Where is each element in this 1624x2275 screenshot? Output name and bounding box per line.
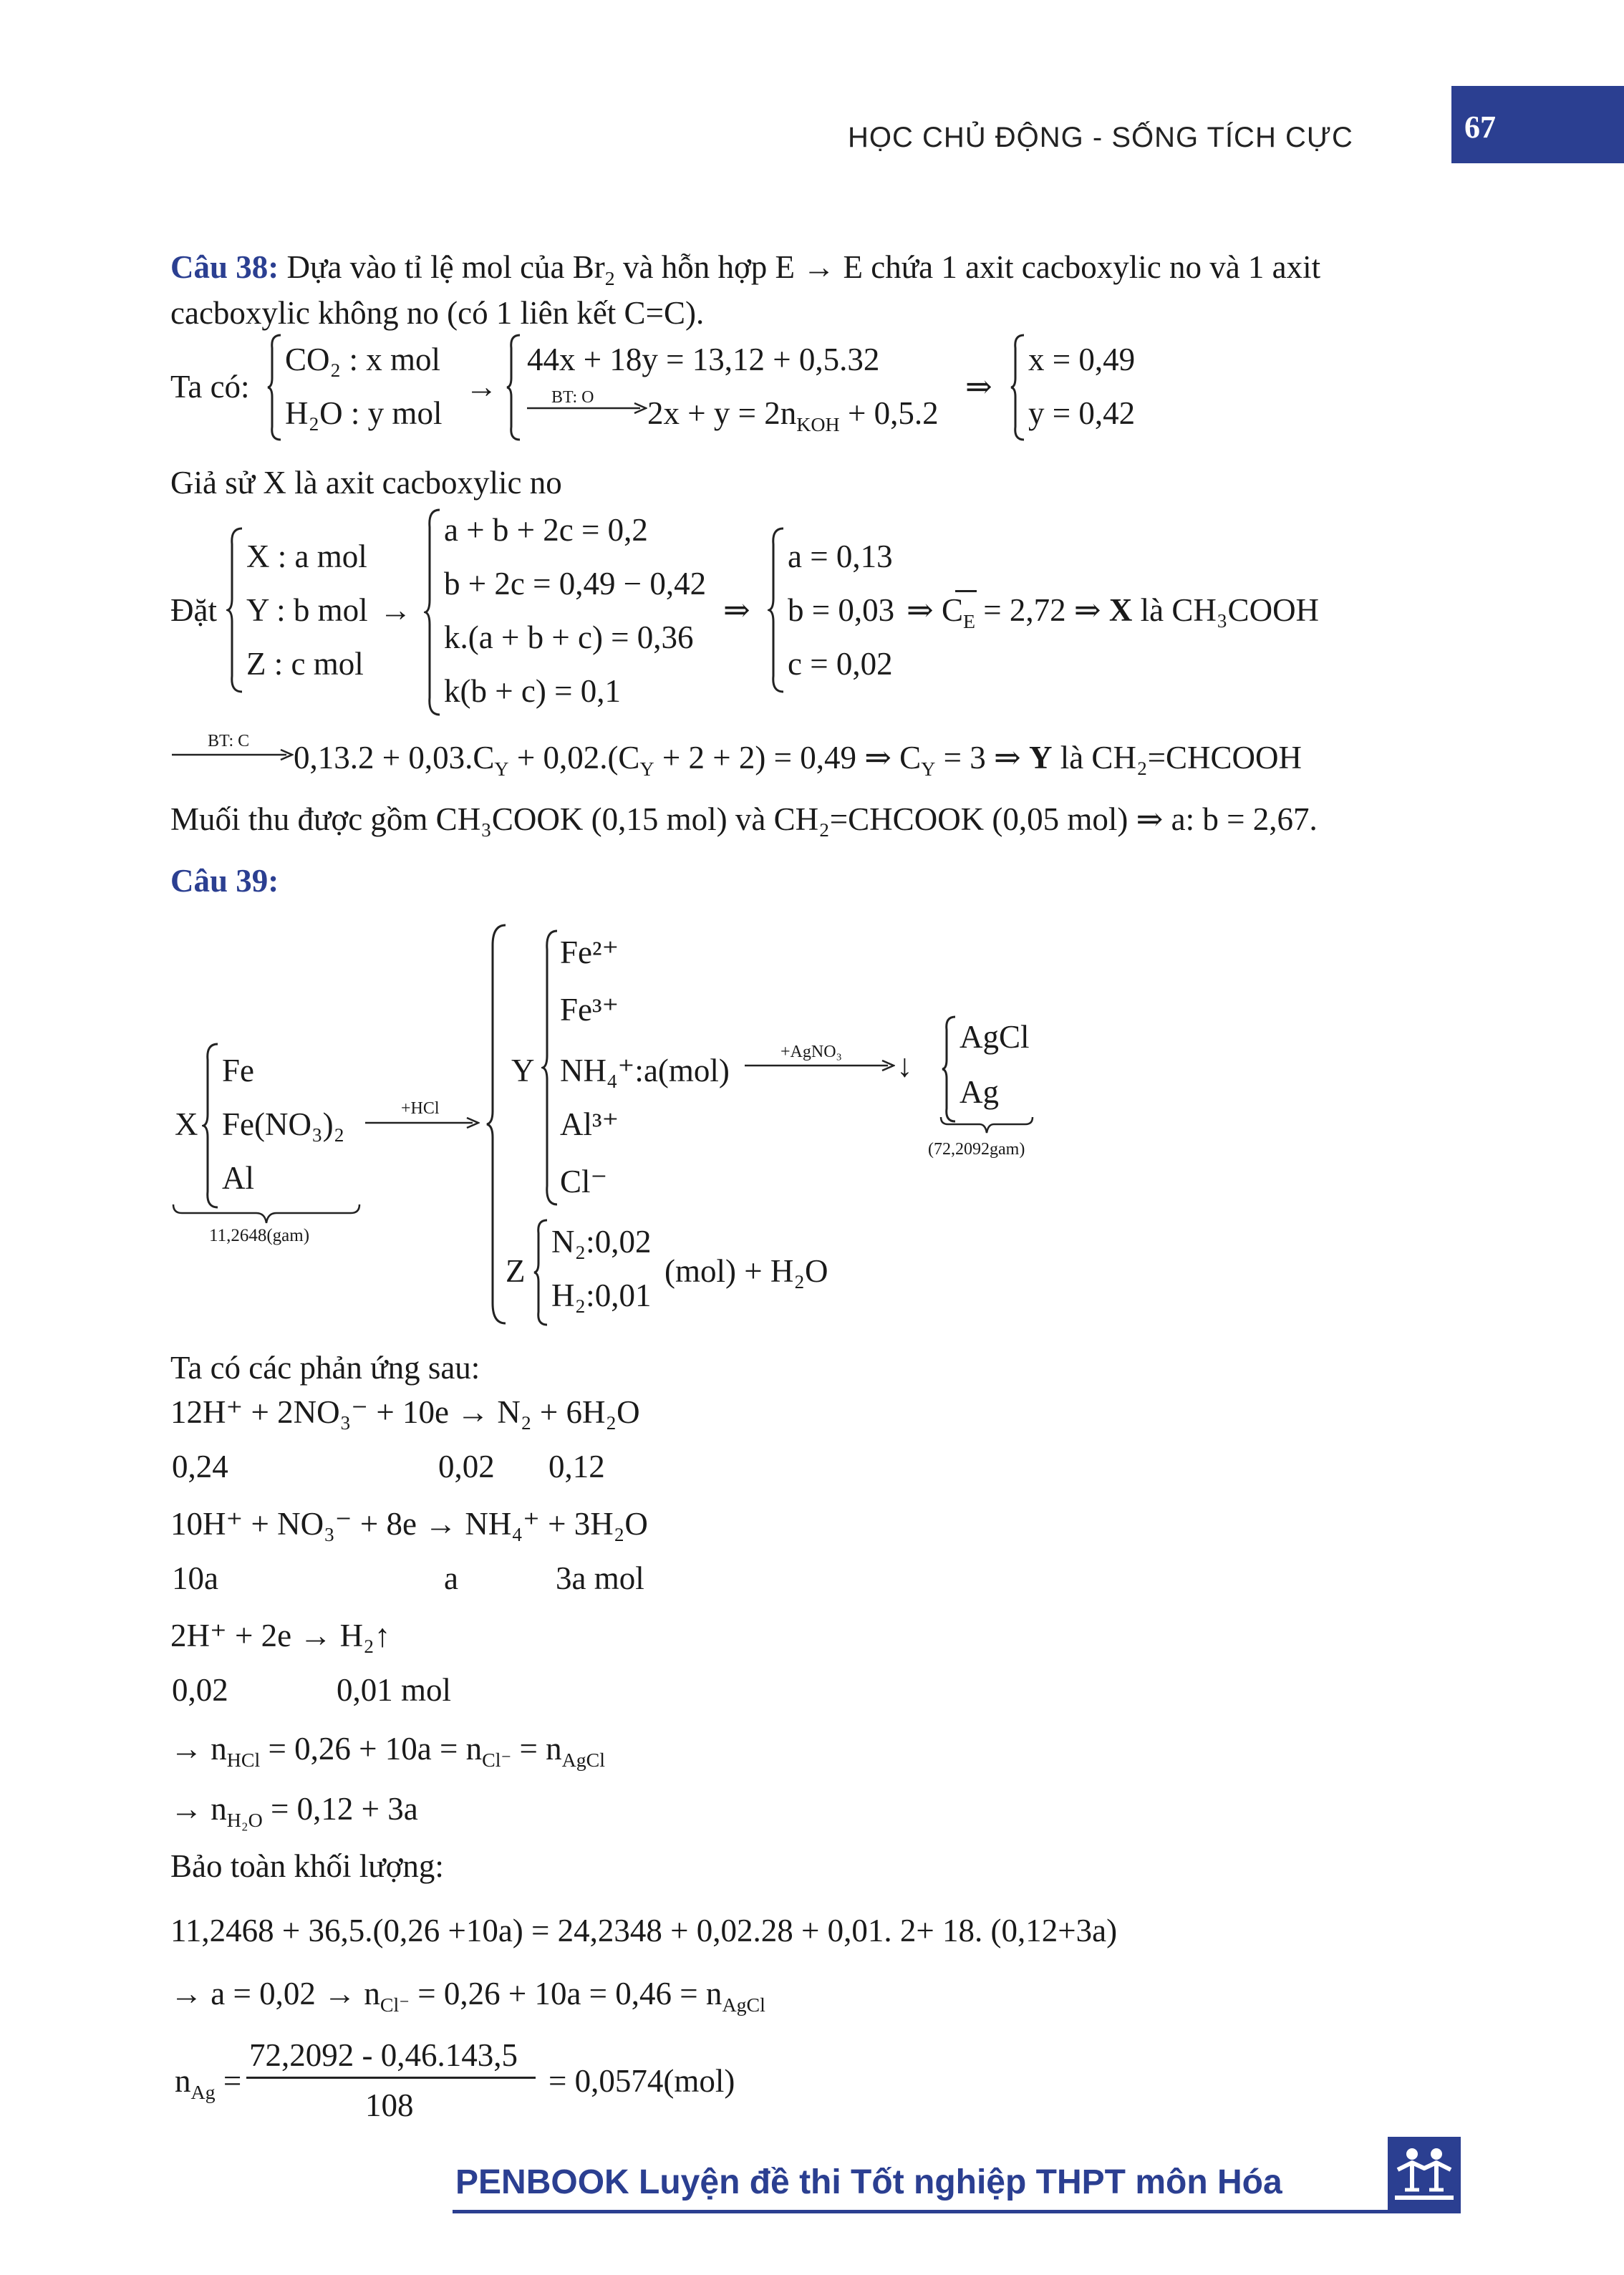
y-item-fe3: Fe³⁺ [560,992,619,1028]
reaction-2: 10H⁺ + NO₃⁻ + 8e → NH₄⁺ + 3H₂O [170,1506,648,1542]
br2-sub: 2 [604,268,615,290]
sys4-line2: Y : b mol [246,592,368,628]
dat-label: Đặt [170,592,217,628]
sys6-line1: a = 0,13 [788,538,893,574]
x-mass: 11,2648(gam) [209,1226,310,1245]
sys4-line1: X : a mol [246,538,367,574]
sys1-line1: CO₂ : x mol [285,342,440,377]
brace-x [202,1043,219,1209]
assume-line: Giả sử X là axit cacboxylic no [170,465,562,501]
agno3-arrow [745,1058,895,1073]
precipitate-arrow: ↓ [896,1048,913,1083]
n-ag-fraction-bar [246,2077,536,2079]
arrow-2: → [380,592,412,628]
brace-sys2 [506,334,521,441]
btc-arrow [172,748,294,762]
sys5-line4: k(b + c) = 0,1 [444,673,621,709]
implies-2: ⇒ [723,592,750,628]
btc-equation: $0,13.2 + 0,03.C_Y + 0,02.(C_Y + 2 + 2) = 0,49$ ⇒ $C_Y = 3$ ⇒ Y là CH₂=CHCOOH [294,740,1302,781]
precip-ag: Ag [960,1074,999,1110]
bto-arrow [527,401,647,415]
r3-amount-h2: 0,01 mol [337,1672,452,1708]
salt-line: Muối thu được gồm CH₃COOK (0,15 mol) và CH₂=CHCOOK (0,05 mol) ⇒ a: b = 2,67. [170,801,1318,837]
sys5-line2: b + 2c = 0,49 − 0,42 [444,566,707,602]
n-ag-result: = 0,0574(mol) [548,2063,735,2099]
sys3-line1: x = 0,49 [1028,342,1136,377]
sys5-line3: k.(a + b + c) = 0,36 [444,619,694,655]
r2-amount-h2o: 3a mol [556,1560,644,1596]
z-item-h2: H₂:0,01 [551,1277,652,1313]
x-item-feno3: Fe(NO₃)₂ [222,1106,345,1142]
r3-amount-h: 0,02 [172,1672,228,1708]
r1-amount-h2o: 0,12 [548,1449,605,1484]
footer-rule [453,2210,1461,2213]
reactions-intro: Ta có các phản ứng sau: [170,1350,480,1386]
brace-sys3 [1010,334,1025,441]
n-ag-denominator: 108 [365,2087,414,2123]
penbook-logo-icon [1388,2137,1461,2210]
arrow-1: → [465,369,498,405]
q38-intro-line2: cacboxylic không no (có 1 liên kết C=C). [170,295,705,331]
brace-precip [941,1015,957,1123]
sys6-line3: c = 0,02 [788,646,893,682]
q38-label: Câu 38: [170,249,279,285]
x-item-al: Al [222,1160,254,1196]
brace-sys5 [424,508,441,716]
y-letter: Y [511,1053,535,1088]
y-item-fe2: Fe²⁺ [560,934,619,970]
x-letter: X [175,1106,198,1142]
header-slogan: HỌC CHỦ ĐỘNG - SỐNG TÍCH CỰC [848,122,1353,153]
big-brace [485,924,507,1325]
hcl-arrow [365,1116,480,1130]
agno3-label: +AgNO₃ [780,1043,842,1061]
q38-intro-b: và hỗn hợp E → E chứa 1 axit cacboxylic no và 1 axit [614,249,1321,285]
n-ag-label: $n_{Ag}$ = [175,2063,242,2104]
page-number-box [1451,86,1624,163]
mass-conservation-label: Bảo toàn khối lượng: [170,1848,444,1884]
x-item-fe: Fe [222,1053,254,1088]
brace-sys6 [768,527,785,693]
footer-title: PENBOOK Luyện đề thi Tốt nghiệp THPT môn Hóa [455,2163,1282,2201]
z-tail: (mol) + H₂O [664,1253,828,1289]
r1-amount-h: 0,24 [172,1449,228,1484]
hcl-label: +HCl [401,1099,440,1118]
sys6-line2: b = 0,03 [788,592,895,628]
precip-mass: (72,2092gam) [928,1140,1025,1159]
brace-sys4 [226,527,243,693]
z-letter: Z [506,1253,526,1289]
reaction-1: 12H⁺ + 2NO₃⁻ + 10e → N₂ + 6H₂O [170,1394,640,1430]
reaction-3: 2H⁺ + 2e → H₂↑ [170,1618,391,1653]
underbrace-precip [939,1116,1034,1134]
r2-amount-nh4: a [444,1560,458,1596]
sys1-line2: H₂O : y mol [285,395,443,431]
brace-y [541,929,559,1206]
n-hcl-line: → $n_{HCl} = 0,26 + 10a = n_{Cl^-} = n_{AgCl}$ [170,1731,606,1772]
sys5-line1: a + b + 2c = 0,2 [444,512,648,548]
ta-co-label: Ta có: [170,369,250,405]
implies-1: ⇒ [965,369,992,405]
underbrace-x [172,1203,361,1225]
bto-label: BT: O [551,388,594,407]
y-item-nh4: NH₄⁺:a(mol) [560,1053,730,1088]
y-item-cl: Cl⁻ [560,1164,608,1199]
q38-intro [170,249,1321,290]
ce-overline [955,590,977,592]
precip-agcl: AgCl [960,1019,1030,1055]
r1-amount-n2: 0,02 [438,1449,495,1484]
sys4-line3: Z : c mol [246,646,364,682]
sys3-line2: y = 0,42 [1028,395,1136,431]
sys2-line1: 44x + 18y = 13,12 + 0,5.32 [527,342,880,377]
mass-equation: 11,2468 + 36,5.(0,26 +10a) = 24,2348 + 0,02.28 + 0,01. 2+ 18. (0,12+3a) [170,1913,1118,1948]
page-number: 67 [1464,110,1496,145]
y-item-al3: Al³⁺ [560,1106,619,1142]
a-result-line: → $a = 0,02 \to n_{Cl^-} = 0,26 + 10a = 0,46 = n_{AgCl}$ [170,1976,765,2016]
ce-result: ⇒ $C_E = 2,72$ ⇒ X là CH₃COOH [907,592,1320,633]
q39-label: Câu 39: [170,863,279,899]
sys2-line2: $2x + y = 2n_{KOH} + 0,5.2$ [647,395,939,436]
brace-z [533,1219,548,1326]
n-ag-numerator: 72,2092 - 0,46.143,5 [249,2037,518,2073]
q38-intro-a: Dựa vào tỉ lệ mol của Br [286,249,605,285]
r2-amount-h: 10a [172,1560,218,1596]
z-item-n2: N₂:0,02 [551,1224,652,1260]
n-h2o-line: → $n_{H_2O} = 0,12 + 3a$ [170,1791,418,1832]
brace-sys1 [266,334,282,441]
btc-label: BT: C [208,732,250,750]
